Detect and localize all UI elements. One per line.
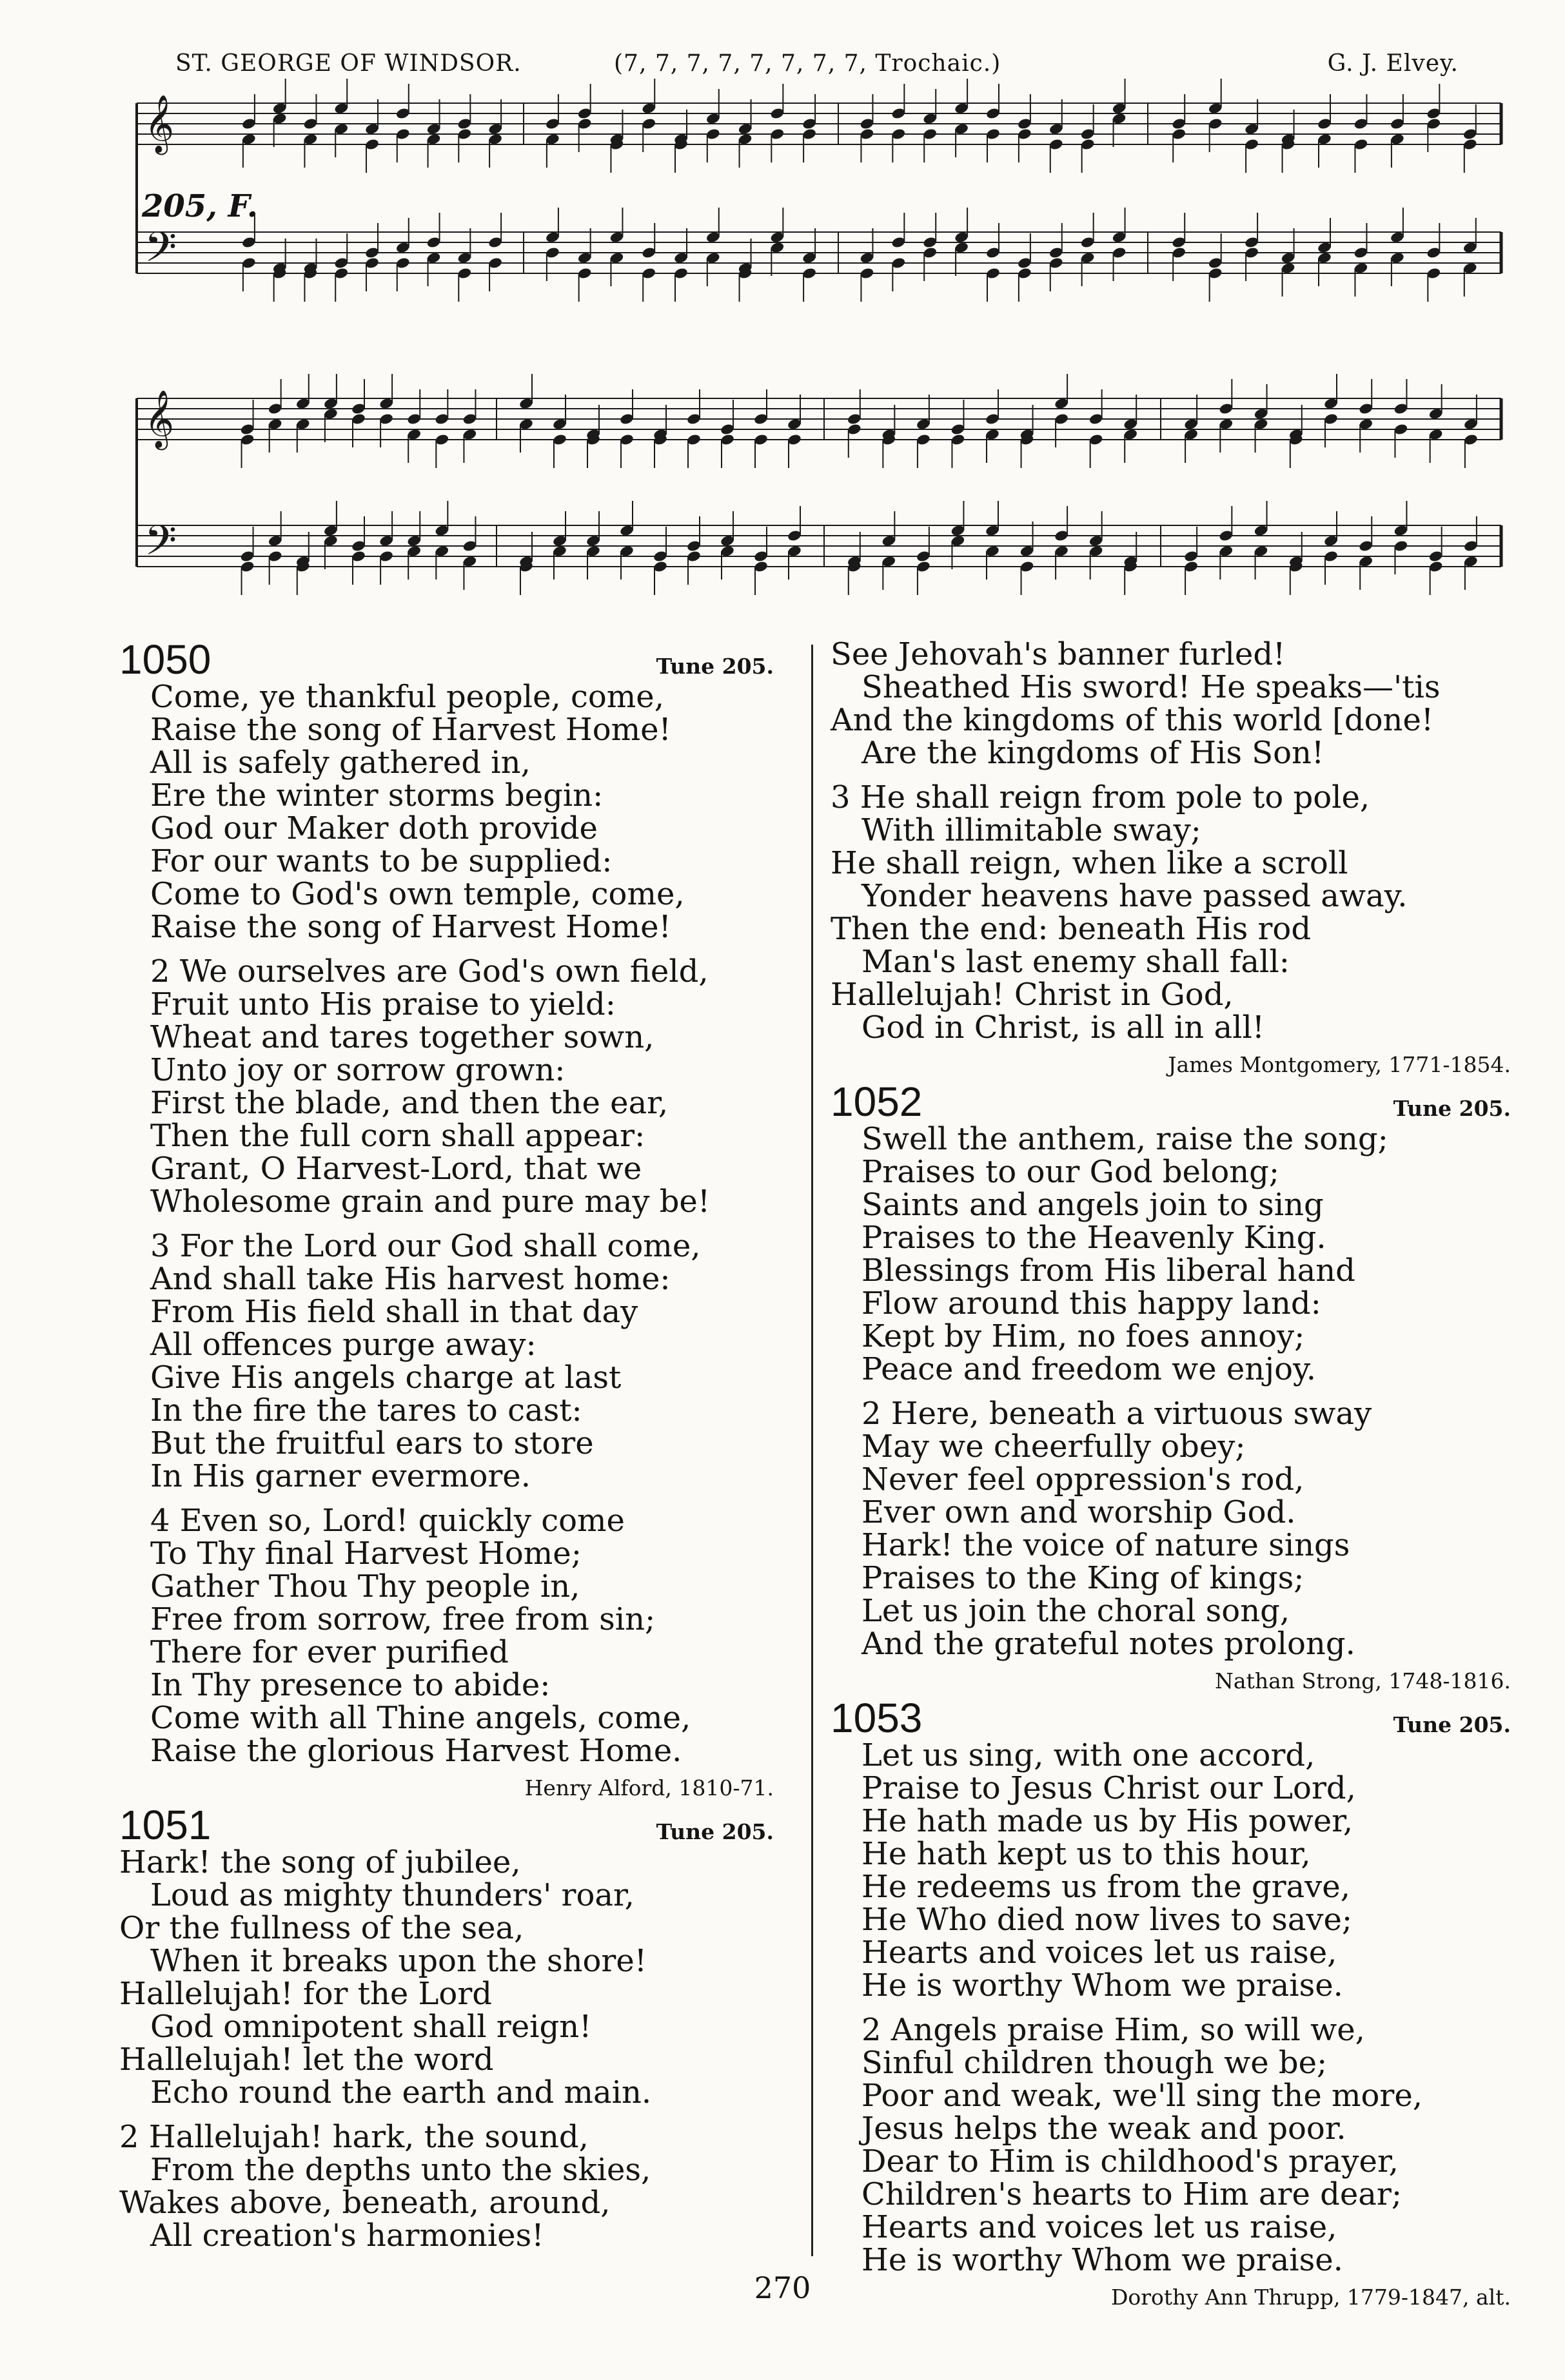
- stanza: [119, 955, 774, 1218]
- verse-line: Flow around this happy land:: [861, 1285, 1321, 1322]
- verse-line: Wholesome grain and pure may be!: [150, 1184, 711, 1220]
- verse-line: He shall reign, when like a scroll: [831, 845, 1348, 881]
- verse-line: See Jehovah's banner furled!: [831, 636, 1286, 672]
- tune-reference: Tune 205.: [1393, 1712, 1511, 1737]
- hymn-heading: [831, 1080, 1511, 1123]
- tune-reference: Tune 205.: [656, 1819, 774, 1844]
- stanza: [119, 681, 774, 944]
- verse-line: All offences purge away:: [150, 1327, 536, 1363]
- verse-line: Then the full corn shall appear:: [150, 1118, 645, 1154]
- verse-line: Praises to the Heavenly King.: [861, 1220, 1326, 1256]
- verse-line: For our wants to be supplied:: [150, 843, 613, 879]
- verse-line: 2 Hallelujah! hark, the sound,: [119, 2119, 589, 2155]
- stanza: [831, 638, 1511, 770]
- verse-line: God our Maker doth provide: [150, 810, 598, 846]
- verse-line: Hallelujah! let the word: [119, 2042, 494, 2078]
- verse-line: Sinful children though we be;: [861, 2045, 1328, 2081]
- stanza: [831, 2014, 1511, 2277]
- left-column: [119, 638, 774, 2264]
- verse-line: 3 He shall reign from pole to pole,: [831, 779, 1370, 815]
- verse-line: And the grateful notes prolong.: [861, 1626, 1355, 1662]
- verse-line: May we cheerfully obey;: [861, 1429, 1246, 1465]
- hymn-number: 1051: [119, 1802, 212, 1848]
- verse-line: To Thy final Harvest Home;: [150, 1536, 582, 1572]
- verse-line: All is safely gathered in,: [150, 745, 531, 781]
- verse-line: Praises to the King of kings;: [861, 1560, 1304, 1596]
- verse-line: First the blade, and then the ear,: [150, 1085, 669, 1121]
- verse-line: Hark! the voice of nature sings: [861, 1527, 1350, 1563]
- verse-line: He redeems us from the grave,: [861, 1869, 1350, 1905]
- verse-line: 4 Even so, Lord! quickly come: [150, 1503, 625, 1539]
- hymn-number: 1053: [831, 1695, 923, 1741]
- verse-line: Come with all Thine angels, come,: [150, 1700, 691, 1736]
- verse-line: Ever own and worship God.: [861, 1494, 1296, 1530]
- stanza: [119, 1505, 774, 1768]
- verse-line: Free from sorrow, free from sin;: [150, 1601, 656, 1637]
- verse-line: Hallelujah! for the Lord: [119, 1976, 492, 2012]
- verse-line: Never feel oppression's rod,: [861, 1461, 1304, 1497]
- bass-clef: 𝄢: [144, 224, 177, 282]
- verse-line: Fruit unto His praise to yield:: [150, 986, 616, 1022]
- verse-line: Or the fullness of the sea,: [119, 1910, 524, 1946]
- treble-clef: 𝄞: [144, 390, 175, 448]
- verse-line: Let us join the choral song,: [861, 1593, 1290, 1629]
- verse-line: He is worthy Whom we praise.: [861, 2242, 1343, 2278]
- verse-line: Praises to our God belong;: [861, 1154, 1280, 1190]
- verse-line: Grant, O Harvest-Lord, that we: [150, 1151, 642, 1187]
- tune-number: 205, F.: [142, 188, 258, 224]
- verse-line: God omnipotent shall reign!: [150, 2009, 592, 2045]
- hymn-author: Nathan Strong, 1748-1816.: [1215, 1668, 1511, 1693]
- verse-line: God in Christ, is all in all!: [861, 1010, 1265, 1046]
- hymn-heading: [831, 1697, 1511, 1739]
- verse-line: Dear to Him is childhood's prayer,: [861, 2143, 1399, 2180]
- verse-line: Children's hearts to Him are dear;: [861, 2176, 1403, 2212]
- verse-line: Swell the anthem, raise the song;: [861, 1121, 1388, 1157]
- verse-line: Wheat and tares together sown,: [150, 1019, 655, 1055]
- verse-line: 2 Here, beneath a virtuous sway: [861, 1396, 1372, 1432]
- tune-composer: G. J. Elvey.: [1327, 50, 1459, 77]
- verse-line: Loud as mighty thunders' roar,: [150, 1877, 635, 1913]
- verse-line: Jesus helps the weak and poor.: [861, 2111, 1346, 2147]
- verse-line: Hallelujah! Christ in God,: [831, 977, 1234, 1013]
- hymn-number: 1052: [831, 1078, 923, 1125]
- page-number: 270: [754, 2270, 811, 2305]
- music-score: [0, 0, 1565, 638]
- hymn-author: Henry Alford, 1810-71.: [524, 1775, 774, 1800]
- verse-line: There for ever purified: [150, 1634, 509, 1670]
- verse-line: From His field shall in that day: [150, 1294, 638, 1330]
- verse-line: And the kingdoms of this world [done!: [831, 702, 1434, 738]
- verse-line: Blessings from His liberal hand: [861, 1253, 1355, 1289]
- stanza: [831, 1739, 1511, 2002]
- tune-reference: Tune 205.: [656, 654, 774, 679]
- stanza: [119, 1230, 774, 1493]
- hymn-heading: [119, 638, 774, 681]
- verse-line: Unto joy or sorrow grown:: [150, 1052, 566, 1088]
- verse-line: From the depths unto the skies,: [150, 2152, 651, 2188]
- tune-meter: (7, 7, 7, 7, 7, 7, 7, 7, Trochaic.): [614, 50, 1001, 77]
- verse-line: Echo round the earth and main.: [150, 2074, 652, 2111]
- right-column: [831, 638, 1511, 2313]
- verse-line: When it breaks upon the shore!: [150, 1943, 647, 1979]
- verse-line: In Thy presence to abide:: [150, 1667, 551, 1703]
- hymn-number: 1050: [119, 636, 212, 683]
- verse-line: Gather Thou Thy people in,: [150, 1568, 580, 1605]
- treble-clef: 𝄞: [144, 95, 175, 153]
- verse-line: Are the kingdoms of His Son!: [861, 735, 1324, 771]
- bass-clef: 𝄢: [144, 517, 177, 575]
- verse-line: 2 Angels praise Him, so will we,: [861, 2012, 1365, 2048]
- verse-line: Wakes above, beneath, around,: [119, 2185, 611, 2221]
- verse-line: Raise the glorious Harvest Home.: [150, 1733, 682, 1769]
- verse-line: Peace and freedom we enjoy.: [861, 1351, 1316, 1387]
- verse-line: Come to God's own temple, come,: [150, 876, 685, 912]
- stanza: [119, 1846, 774, 2109]
- verse-line: Raise the song of Harvest Home!: [150, 909, 671, 945]
- verse-line: Raise the song of Harvest Home!: [150, 712, 671, 748]
- verse-line: Hearts and voices let us raise,: [861, 1935, 1337, 1971]
- verse-line: 3 For the Lord our God shall come,: [150, 1228, 701, 1264]
- verse-line: He hath kept us to this hour,: [861, 1836, 1311, 1872]
- hymn-heading: [119, 1804, 774, 1846]
- hymn-author: James Montgomery, 1771-1854.: [1168, 1052, 1511, 1077]
- verse-line: Praise to Jesus Christ our Lord,: [861, 1770, 1356, 1806]
- hymn-author: Dorothy Ann Thrupp, 1779-1847, alt.: [1110, 2285, 1511, 2310]
- verse-line: Hearts and voices let us raise,: [861, 2209, 1337, 2245]
- verse-line: Hark! the song of jubilee,: [119, 1844, 521, 1880]
- verse-line: Then the end: beneath His rod: [831, 911, 1312, 947]
- tune-reference: Tune 205.: [1393, 1096, 1511, 1121]
- stanza: [831, 781, 1511, 1044]
- verse-line: All creation's harmonies!: [150, 2218, 544, 2254]
- tune-name: ST. GEORGE OF WINDSOR.: [175, 50, 522, 77]
- verse-line: Let us sing, with one accord,: [861, 1737, 1315, 1773]
- verse-line: In the fire the tares to cast:: [150, 1392, 582, 1429]
- verse-line: Poor and weak, we'll sing the more,: [861, 2078, 1422, 2114]
- verse-line: Come, ye thankful people, come,: [150, 679, 664, 715]
- verse-line: 2 We ourselves are God's own field,: [150, 953, 709, 990]
- verse-line: Man's last enemy shall fall:: [861, 944, 1290, 980]
- verse-line: Give His angels charge at last: [150, 1360, 622, 1396]
- verse-line: Saints and angels join to sing: [861, 1187, 1324, 1223]
- verse-line: He is worthy Whom we praise.: [861, 1967, 1343, 2004]
- stanza: [831, 1123, 1511, 1386]
- column-divider: [811, 645, 813, 2256]
- verse-line: He hath made us by His power,: [861, 1803, 1353, 1839]
- verse-line: In His garner evermore.: [150, 1458, 531, 1494]
- verse-line: Ere the winter storms begin:: [150, 777, 604, 814]
- stanza: [831, 1398, 1511, 1661]
- verse-line: Yonder heavens have passed away.: [861, 878, 1408, 914]
- verse-line: But the fruitful ears to store: [150, 1425, 594, 1461]
- stanza: [119, 2121, 774, 2252]
- verse-line: And shall take His harvest home:: [150, 1261, 671, 1297]
- verse-line: He Who died now lives to save;: [861, 1902, 1353, 1938]
- verse-line: Sheathed His sword! He speaks—'tis: [861, 669, 1441, 705]
- verse-line: Kept by Him, no foes annoy;: [861, 1318, 1305, 1354]
- verse-line: With illimitable sway;: [861, 812, 1201, 848]
